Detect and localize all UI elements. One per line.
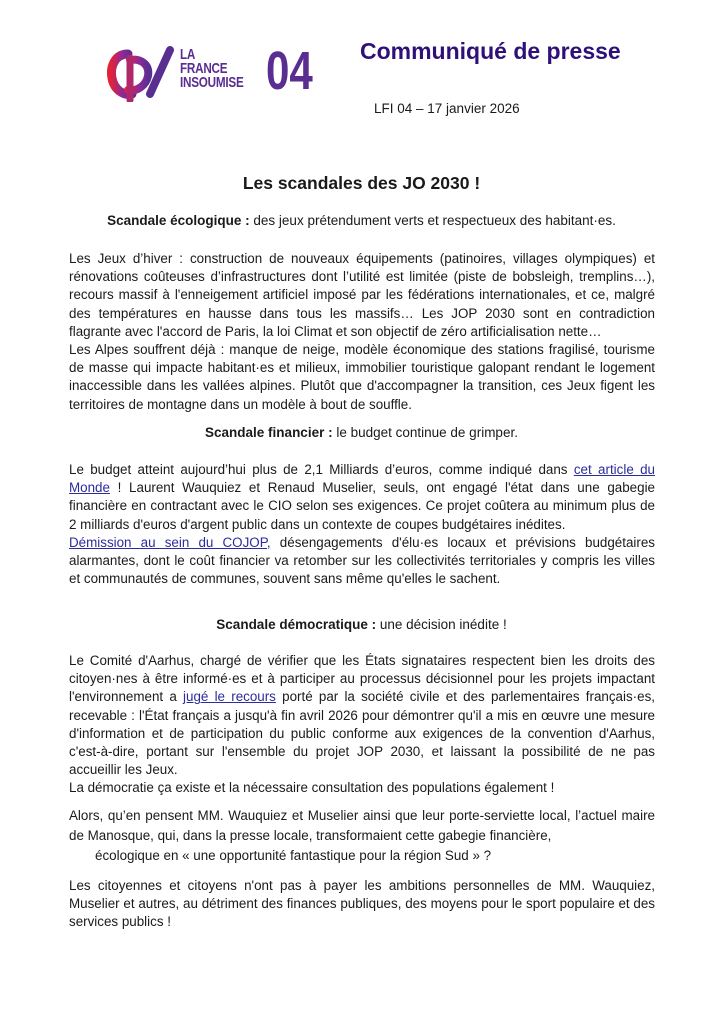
section-heading-bold: Scandale démocratique : bbox=[216, 617, 377, 632]
paragraph bbox=[69, 461, 655, 588]
section-heading-ecologique bbox=[0, 213, 723, 228]
section-heading-bold: Scandale écologique : bbox=[107, 213, 250, 228]
section-heading-text: des jeux prétendument verts et respectueux des habitant·es. bbox=[249, 213, 616, 228]
section-heading-text: le budget continue de grimper. bbox=[332, 425, 518, 440]
paragraph-text: désengagements d'élu·es locaux et prévisions budgétaires alarmantes, dont le coût financier va retomber sur les collectivités territoriales y compris les villes et communautés de communes, souvent sans même qu'elles le sachent. bbox=[69, 534, 655, 587]
logo-number: 04 bbox=[266, 41, 313, 101]
closing-paragraph bbox=[69, 877, 655, 932]
paragraph-text: Les Jeux d’hiver : construction de nouveaux équipements (patinoires, villages olympiques) et rénovations coûteuses d’infrastructures dont l’utilité est limitée (piste de bobsleigh, tremplins…), recours massif à l'enneigement artificiel imposé par les fédérations internationales, et ce, malgré des températures en hausse dans tous les massifs… Les JOP 2030 sont en contradiction flagrante avec l'accord de Paris, la loi Climat et son objectif de zéro artificialisation nette… bbox=[69, 251, 655, 339]
paragraph-text: Les Alpes souffrent déjà : manque de neige, modèle économique des stations fragilisé, tourisme de masse qui impacte habitant·es et milieux, immobilier touristique galopant rendant le logement inaccessible dans les vallées alpines. Plutôt que d'accompagner la transition, ces Jeux figent les territoires de montagne dans un modèle à bout de souffle. bbox=[69, 342, 655, 412]
press-release-title: Communiqué de presse bbox=[360, 38, 621, 64]
link-article-le-monde[interactable]: cet article du Monde bbox=[69, 462, 655, 496]
logo-line-la: LA bbox=[180, 46, 196, 63]
date-line: LFI 04 – 17 janvier 2026 bbox=[374, 101, 520, 116]
paragraph-text: porté par la société civile et des parlementaires français·es, recevable : l'État français a jusqu'à fin avril 2026 pour démontrer qu'il a mis en œuvre une mesure d'information et de participation du public conforme aux exigences de la convention d'Aarhus, c'est-à-dire, portant sur l'ensemble du projet JOP 2030, et laissant la possibilité de ne pas accueillir les Jeux. bbox=[69, 689, 655, 778]
paragraph-text: écologique en « une opportunité fantastique pour la région Sud » ? bbox=[95, 848, 492, 863]
document-title: Les scandales des JO 2030 ! bbox=[242, 173, 481, 193]
paragraph-text: Alors, qu’en pensent MM. Wauquiez et Muselier ainsi que leur porte-serviette local, l’actuel maire de Manosque, qui, dans la presse locale, transformaient cette gabegie financière, bbox=[69, 808, 655, 843]
logo-wordmark bbox=[180, 48, 244, 90]
paragraph-text: La démocratie ça existe et la nécessaire consultation des populations également ! bbox=[69, 780, 555, 796]
paragraph-text: Les citoyennes et citoyens n'ont pas à payer les ambitions personnelles de MM. Wauquiez, Muselier et autres, au détriment des finances publiques, des moyens pour le sport populaire et des services publics ! bbox=[69, 878, 655, 930]
link-demission-cojop[interactable]: Démission au sein du COJOP, bbox=[69, 534, 271, 550]
paragraph-text: ! Laurent Wauquiez et Renaud Muselier, seuls, ont engagé l'état dans une gabegie financière en contractant avec le CIO selon ses exigences. Ce projet coûtera au minimum plus de 2 milliards d'euros d'argent public dans un contexte de coupes budgétaires inédites. bbox=[69, 480, 655, 532]
phi-logo-icon bbox=[106, 46, 174, 102]
section-heading-text: une décision inédite ! bbox=[376, 617, 507, 632]
paragraph bbox=[69, 652, 655, 798]
section-heading-bold: Scandale financier : bbox=[205, 425, 333, 440]
closing-paragraph bbox=[69, 806, 655, 866]
logo-line-france: FRANCE bbox=[180, 60, 228, 77]
link-juge-le-recours[interactable]: jugé le recours bbox=[183, 689, 276, 705]
paragraph-text: Le budget atteint aujourd’hui plus de 2,1 Milliards d’euros, comme indiqué dans bbox=[69, 462, 574, 477]
section-heading-democratique bbox=[0, 617, 723, 632]
paragraph-text: Le Comité d'Aarhus, chargé de vérifier que les États signataires respectent bien les droits des citoyen·nes à être informé·es et à participer au processus décisionnel pour les projets impactant l'environnement a bbox=[69, 653, 655, 705]
logo-line-insoumise: INSOUMISE bbox=[180, 74, 244, 91]
lfi-04-logo bbox=[106, 41, 326, 102]
paragraph bbox=[69, 250, 655, 414]
section-heading-financier bbox=[0, 425, 723, 440]
